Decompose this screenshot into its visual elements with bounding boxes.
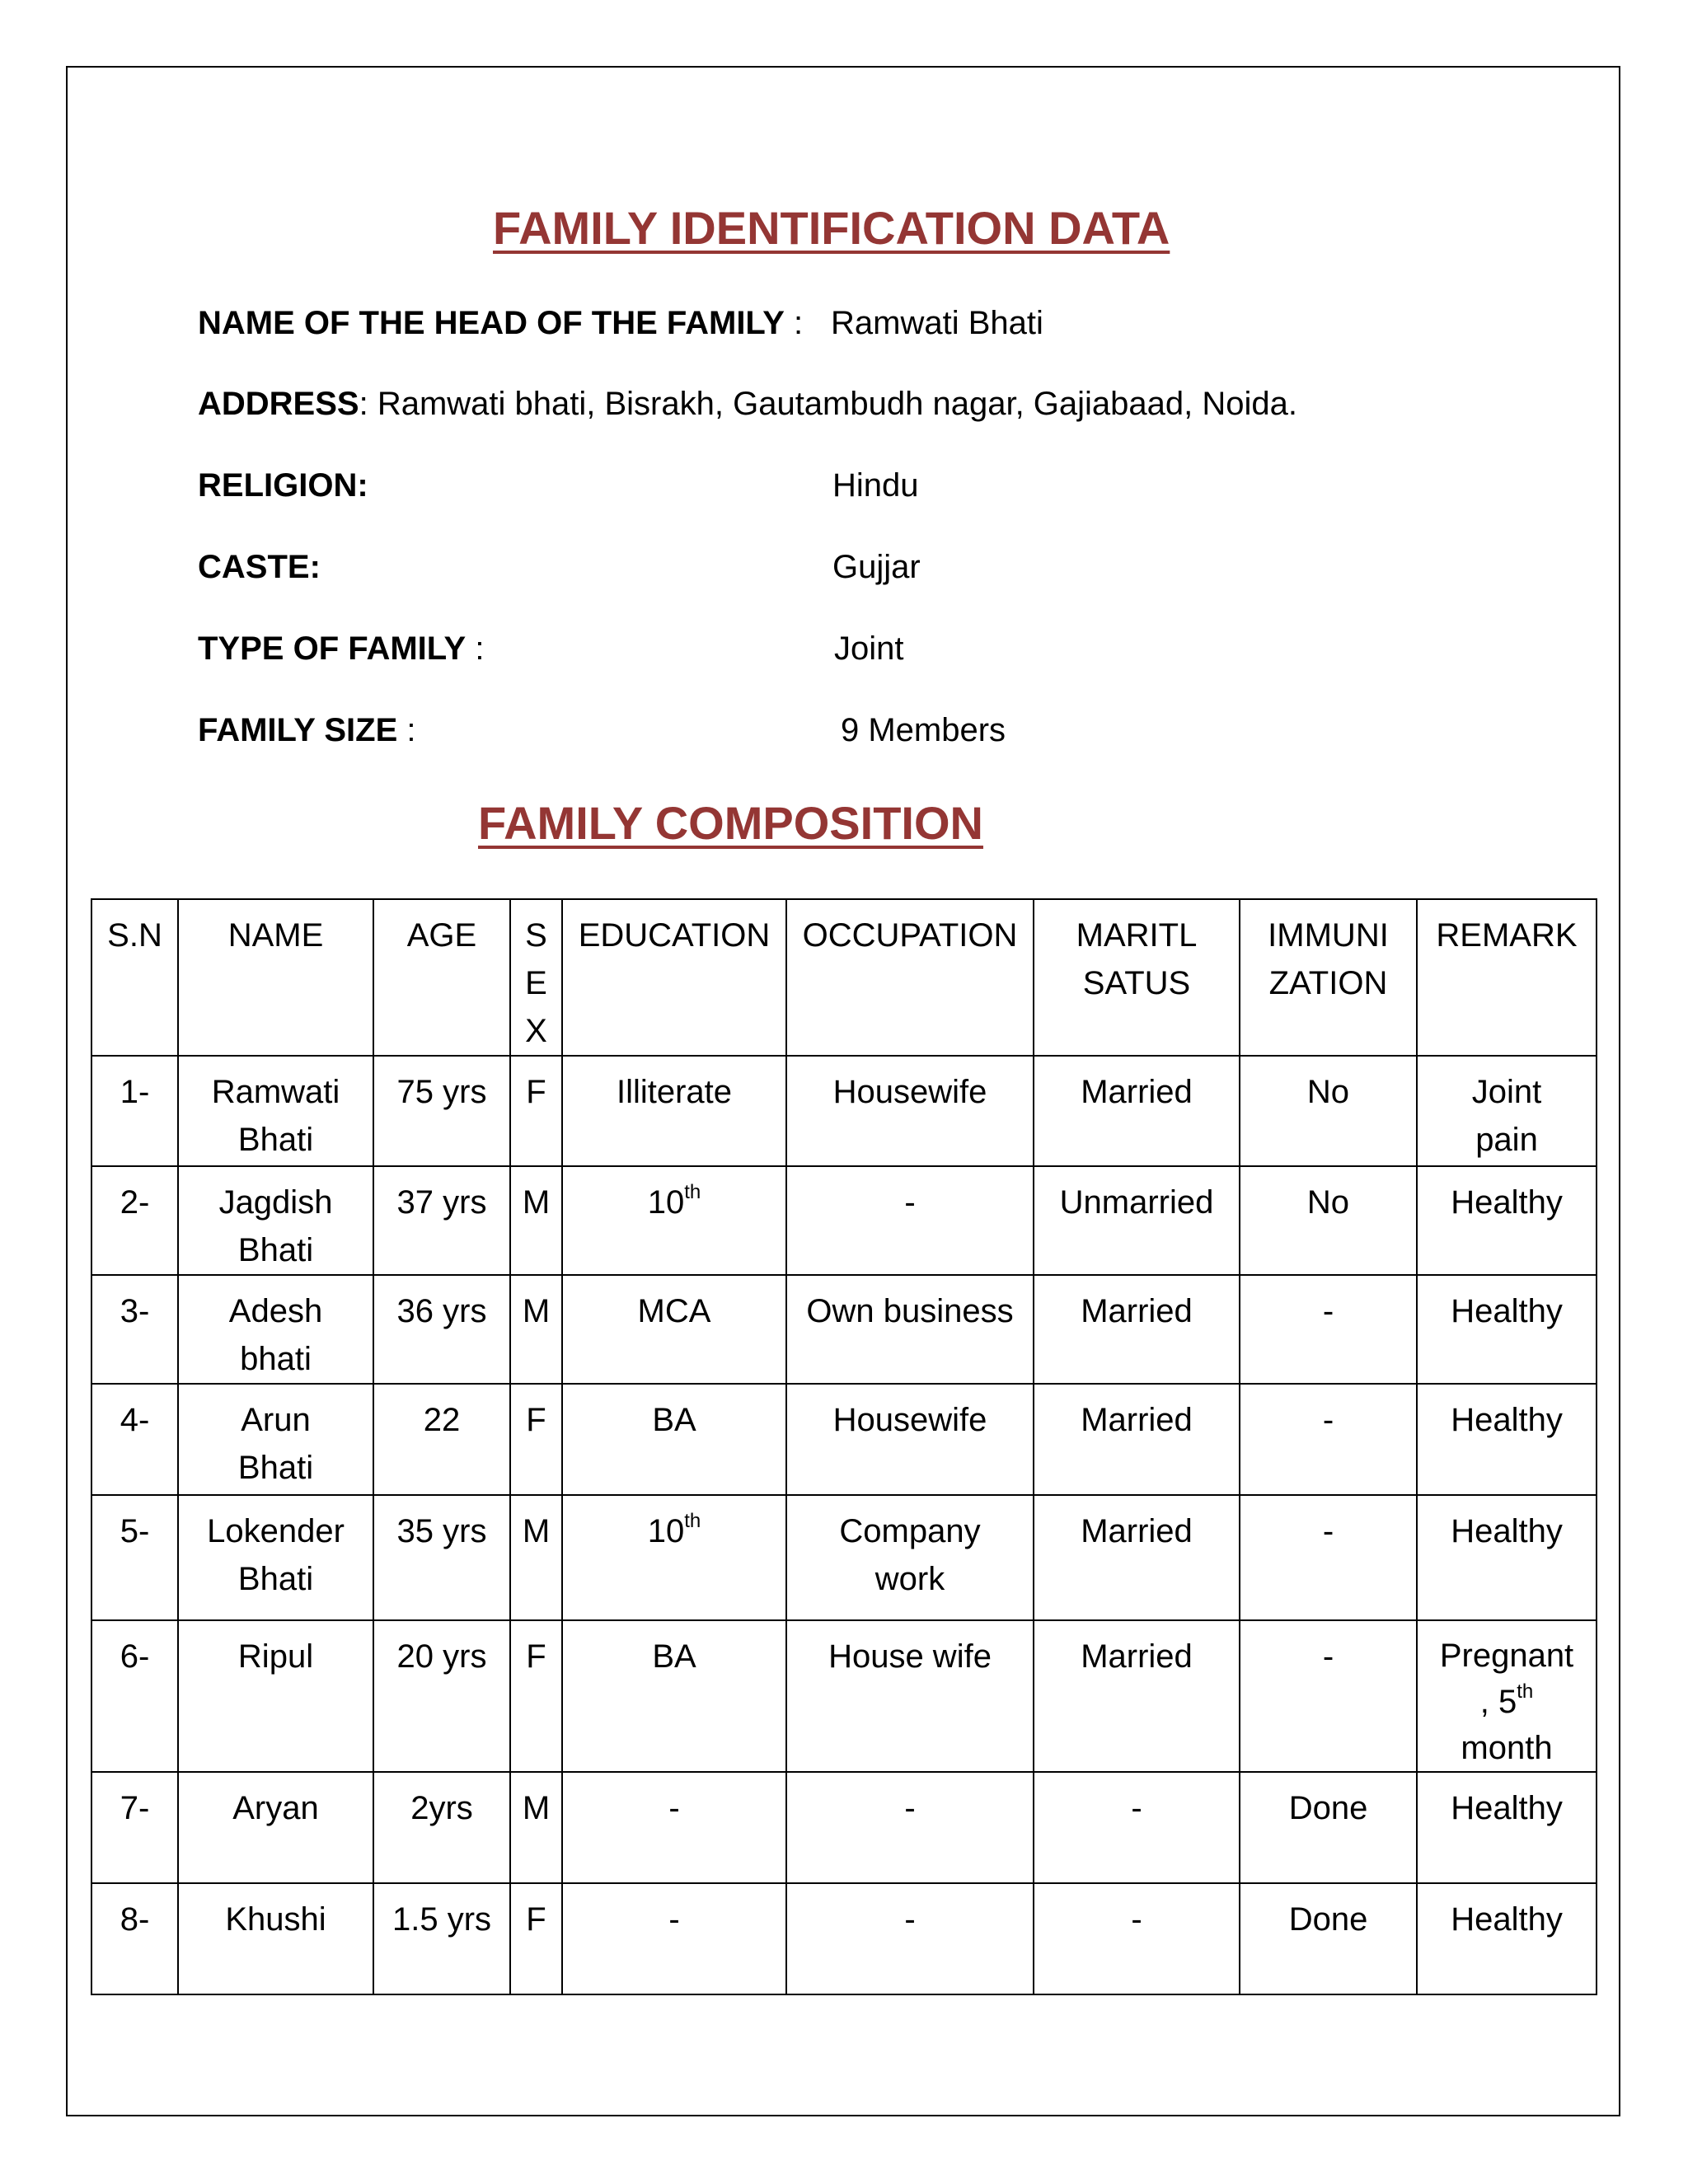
education-text: Illiterate bbox=[616, 1074, 733, 1110]
cell-age: 75 yrs bbox=[373, 1056, 510, 1166]
remark-line: Healthy bbox=[1451, 1293, 1563, 1329]
name-line: Khushi bbox=[225, 1901, 326, 1938]
cell-sn: 6- bbox=[91, 1620, 178, 1772]
cell-education bbox=[562, 1495, 786, 1620]
table-row bbox=[91, 1056, 1597, 1166]
header-sex bbox=[510, 899, 562, 1056]
cell-sex: F bbox=[510, 1883, 562, 1994]
caste-value: Gujjar bbox=[832, 549, 921, 585]
family-size-separator: : bbox=[397, 712, 416, 748]
cell-remark bbox=[1417, 1495, 1597, 1620]
cell-sn: 4- bbox=[91, 1384, 178, 1495]
cell-occupation bbox=[786, 1620, 1034, 1772]
cell-name bbox=[178, 1166, 373, 1275]
info-caste bbox=[198, 549, 1517, 598]
cell-immunization: No bbox=[1240, 1056, 1417, 1166]
cell-name bbox=[178, 1275, 373, 1384]
education-text: - bbox=[668, 1901, 680, 1938]
address-label: ADDRESS bbox=[198, 386, 359, 422]
name-line: Ramwati bbox=[211, 1074, 340, 1110]
family-type-value: Joint bbox=[834, 630, 904, 667]
cell-marital: Married bbox=[1034, 1056, 1240, 1166]
remark-sup: th bbox=[1517, 1680, 1534, 1703]
education-text: 10 bbox=[647, 1184, 685, 1221]
occupation-line: - bbox=[904, 1184, 916, 1221]
info-address bbox=[198, 386, 1517, 435]
cell-marital: - bbox=[1034, 1883, 1240, 1994]
cell-immunization: No bbox=[1240, 1166, 1417, 1275]
cell-sn: 3- bbox=[91, 1275, 178, 1384]
cell-sex: M bbox=[510, 1275, 562, 1384]
cell-sex: M bbox=[510, 1772, 562, 1883]
head-label: NAME OF THE HEAD OF THE FAMILY bbox=[198, 305, 785, 341]
education-text: MCA bbox=[637, 1293, 711, 1329]
cell-occupation bbox=[786, 1384, 1034, 1495]
family-composition-table bbox=[91, 898, 1597, 1995]
family-type-separator: : bbox=[466, 630, 485, 667]
cell-marital: Unmarried bbox=[1034, 1166, 1240, 1275]
family-type-label: TYPE OF FAMILY bbox=[198, 630, 467, 667]
family-size-label: FAMILY SIZE bbox=[198, 712, 398, 748]
composition-title: FAMILY COMPOSITION bbox=[478, 797, 983, 849]
cell-education bbox=[562, 1384, 786, 1495]
cell-occupation bbox=[786, 1495, 1034, 1620]
cell-name bbox=[178, 1495, 373, 1620]
cell-age: 22 bbox=[373, 1384, 510, 1495]
cell-sex: M bbox=[510, 1495, 562, 1620]
header-sex-letter: S bbox=[525, 917, 547, 954]
cell-education bbox=[562, 1166, 786, 1275]
cell-age: 20 yrs bbox=[373, 1620, 510, 1772]
cell-education bbox=[562, 1620, 786, 1772]
header-marital-line: SATUS bbox=[1082, 965, 1191, 1001]
header-immunization-line: IMMUNI bbox=[1268, 917, 1389, 954]
cell-occupation bbox=[786, 1275, 1034, 1384]
cell-age: 36 yrs bbox=[373, 1275, 510, 1384]
cell-remark bbox=[1417, 1384, 1597, 1495]
religion-value: Hindu bbox=[832, 467, 919, 504]
cell-name bbox=[178, 1620, 373, 1772]
cell-remark bbox=[1417, 1275, 1597, 1384]
name-line: Aryan bbox=[232, 1790, 319, 1826]
table-row bbox=[91, 1275, 1597, 1384]
head-separator: : bbox=[784, 305, 804, 341]
name-line: Jagdish bbox=[218, 1184, 333, 1221]
education-text: 10 bbox=[647, 1513, 685, 1549]
occupation-line: - bbox=[904, 1790, 916, 1826]
cell-marital: Married bbox=[1034, 1495, 1240, 1620]
address-value: : Ramwati bhati, Bisrakh, Gautambudh nagar, Gajiabaad, Noida. bbox=[359, 386, 1298, 422]
head-value: Ramwati Bhati bbox=[831, 305, 1043, 341]
table-row bbox=[91, 1883, 1597, 1994]
header-marital-line: MARITL bbox=[1076, 917, 1198, 954]
table-row bbox=[91, 1772, 1597, 1883]
cell-sn: 8- bbox=[91, 1883, 178, 1994]
cell-marital: Married bbox=[1034, 1384, 1240, 1495]
page-title: FAMILY IDENTIFICATION DATA bbox=[493, 202, 1170, 254]
header-immunization bbox=[1240, 899, 1417, 1056]
cell-name bbox=[178, 1384, 373, 1495]
cell-immunization: Done bbox=[1240, 1883, 1417, 1994]
header-sn: S.N bbox=[91, 899, 178, 1056]
cell-immunization: - bbox=[1240, 1384, 1417, 1495]
cell-name bbox=[178, 1772, 373, 1883]
remark-line: Healthy bbox=[1451, 1790, 1563, 1826]
cell-education bbox=[562, 1883, 786, 1994]
occupation-line: Housewife bbox=[832, 1402, 987, 1438]
name-line: Bhati bbox=[237, 1122, 314, 1158]
cell-occupation bbox=[786, 1056, 1034, 1166]
info-head-of-family bbox=[198, 305, 1517, 354]
name-line: Bhati bbox=[237, 1232, 314, 1268]
cell-age: 37 yrs bbox=[373, 1166, 510, 1275]
cell-age: 2yrs bbox=[373, 1772, 510, 1883]
table-header-row bbox=[91, 899, 1597, 1056]
cell-marital: - bbox=[1034, 1772, 1240, 1883]
info-religion bbox=[198, 467, 1517, 517]
cell-occupation bbox=[786, 1772, 1034, 1883]
occupation-line: - bbox=[904, 1901, 916, 1938]
religion-label: RELIGION: bbox=[198, 467, 368, 504]
cell-sn: 5- bbox=[91, 1495, 178, 1620]
header-sex-letter: X bbox=[525, 1013, 547, 1049]
remark-line: Healthy bbox=[1451, 1513, 1563, 1549]
occupation-line: Company bbox=[839, 1513, 981, 1549]
education-text: BA bbox=[652, 1402, 696, 1438]
occupation-line: Own business bbox=[806, 1293, 1014, 1329]
header-immunization-line: ZATION bbox=[1268, 965, 1388, 1001]
cell-sn: 1- bbox=[91, 1056, 178, 1166]
name-line: Ripul bbox=[237, 1638, 314, 1675]
occupation-line: House wife bbox=[828, 1638, 992, 1675]
cell-immunization: Done bbox=[1240, 1772, 1417, 1883]
cell-remark bbox=[1417, 1620, 1597, 1772]
cell-sex: F bbox=[510, 1384, 562, 1495]
remark-line: Healthy bbox=[1451, 1402, 1563, 1438]
info-family-type bbox=[198, 630, 1517, 680]
table-row bbox=[91, 1384, 1597, 1495]
remark-line: Joint bbox=[1471, 1074, 1542, 1110]
name-line: Arun bbox=[241, 1402, 311, 1438]
header-marital bbox=[1034, 899, 1240, 1056]
header-name: NAME bbox=[178, 899, 373, 1056]
cell-age: 35 yrs bbox=[373, 1495, 510, 1620]
cell-sex: F bbox=[510, 1056, 562, 1166]
cell-sex: M bbox=[510, 1166, 562, 1275]
name-line: bhati bbox=[240, 1341, 312, 1377]
cell-remark bbox=[1417, 1883, 1597, 1994]
cell-remark bbox=[1417, 1056, 1597, 1166]
name-line: Lokender bbox=[207, 1513, 345, 1549]
cell-sn: 7- bbox=[91, 1772, 178, 1883]
cell-name bbox=[178, 1883, 373, 1994]
education-text: BA bbox=[652, 1638, 696, 1675]
table-row bbox=[91, 1495, 1597, 1620]
name-line: Bhati bbox=[237, 1561, 314, 1597]
education-text: - bbox=[668, 1790, 680, 1826]
cell-name bbox=[178, 1056, 373, 1166]
education-sup: th bbox=[684, 1181, 701, 1203]
name-line: Bhati bbox=[237, 1450, 314, 1486]
cell-education bbox=[562, 1772, 786, 1883]
remark-line: Pregnant bbox=[1439, 1638, 1574, 1674]
cell-occupation bbox=[786, 1883, 1034, 1994]
remark-line: pain bbox=[1475, 1122, 1538, 1158]
cell-sn: 2- bbox=[91, 1166, 178, 1275]
cell-age: 1.5 yrs bbox=[373, 1883, 510, 1994]
header-age: AGE bbox=[373, 899, 510, 1056]
cell-marital: Married bbox=[1034, 1275, 1240, 1384]
family-size-value: 9 Members bbox=[841, 712, 1006, 748]
header-education: EDUCATION bbox=[562, 899, 786, 1056]
cell-remark bbox=[1417, 1772, 1597, 1883]
remark-line: month bbox=[1461, 1730, 1553, 1766]
cell-marital: Married bbox=[1034, 1620, 1240, 1772]
cell-education bbox=[562, 1275, 786, 1384]
cell-education bbox=[562, 1056, 786, 1166]
occupation-line: Housewife bbox=[832, 1074, 987, 1110]
remark-line: Healthy bbox=[1451, 1901, 1563, 1938]
cell-immunization: - bbox=[1240, 1275, 1417, 1384]
cell-remark bbox=[1417, 1166, 1597, 1275]
name-line: Adesh bbox=[228, 1293, 323, 1329]
table-row bbox=[91, 1620, 1597, 1772]
header-remark: REMARK bbox=[1417, 899, 1597, 1056]
cell-occupation bbox=[786, 1166, 1034, 1275]
caste-label: CASTE: bbox=[198, 549, 321, 585]
education-sup: th bbox=[684, 1510, 701, 1532]
remark-line: Healthy bbox=[1451, 1184, 1563, 1221]
remark-line: , 5 bbox=[1479, 1684, 1517, 1720]
header-sex-letter: E bbox=[525, 965, 547, 1001]
info-family-size bbox=[198, 712, 1517, 762]
cell-immunization: - bbox=[1240, 1495, 1417, 1620]
cell-immunization: - bbox=[1240, 1620, 1417, 1772]
header-occupation: OCCUPATION bbox=[786, 899, 1034, 1056]
cell-sex: F bbox=[510, 1620, 562, 1772]
table-row bbox=[91, 1166, 1597, 1275]
occupation-line: work bbox=[874, 1561, 945, 1597]
